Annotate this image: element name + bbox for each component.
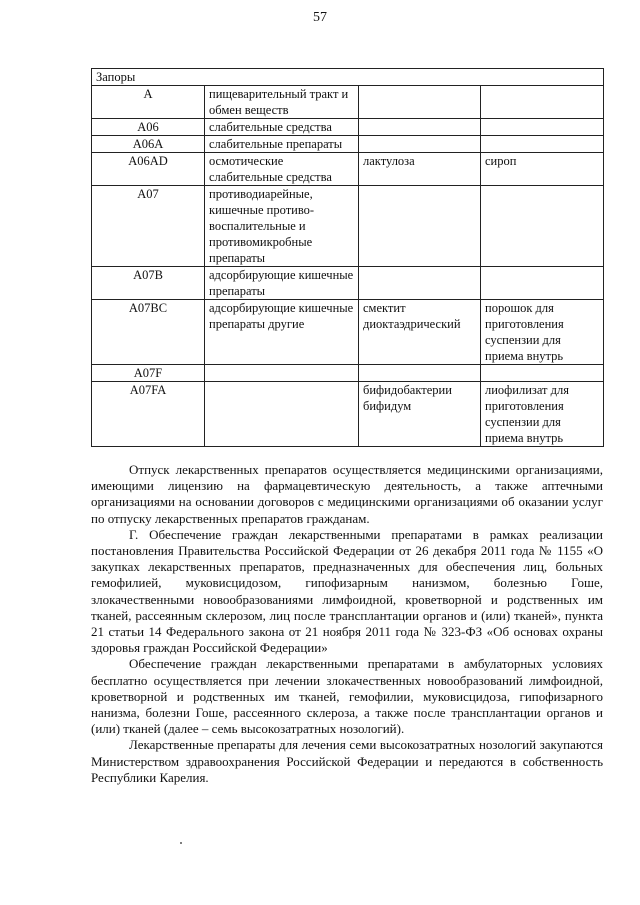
table-row — [92, 119, 604, 136]
table-row — [92, 136, 604, 153]
inn-name — [359, 136, 481, 153]
inn-name — [359, 365, 481, 382]
group-name: слабительные препараты — [205, 136, 359, 153]
dosage-form: лиофилизат для приготовления суспензии для приема внутрь — [481, 382, 604, 447]
inn-name — [359, 119, 481, 136]
table-row — [92, 267, 604, 300]
group-name: пищеварительный тракт и обмен веществ — [205, 86, 359, 119]
table-row — [92, 365, 604, 382]
scan-speck — [180, 842, 182, 844]
table-row — [92, 300, 604, 365]
group-name: осмотические слабительные средства — [205, 153, 359, 186]
inn-name: смектит диоктаэдрический — [359, 300, 481, 365]
atc-code: A06AD — [92, 153, 205, 186]
dosage-form: порошок для приготовления суспензии для приема внутрь — [481, 300, 604, 365]
table-row — [92, 186, 604, 267]
group-name: слабительные средства — [205, 119, 359, 136]
table-row — [92, 86, 604, 119]
inn-name — [359, 267, 481, 300]
group-name: адсорбирующие кишечные препараты — [205, 267, 359, 300]
section-title: Запоры — [92, 69, 604, 86]
dosage-form: сироп — [481, 153, 604, 186]
group-name: противодиарейные, кишечные противо-воспалительные и противомикробные препараты — [205, 186, 359, 267]
group-name: адсорбирующие кишечные препараты другие — [205, 300, 359, 365]
table-row — [92, 382, 604, 447]
drug-table — [91, 68, 604, 447]
atc-code: A07 — [92, 186, 205, 267]
atc-code: A06 — [92, 119, 205, 136]
dosage-form — [481, 365, 604, 382]
table-section-row — [92, 69, 604, 86]
group-name — [205, 365, 359, 382]
dosage-form — [481, 119, 604, 136]
page-number: 57 — [313, 10, 327, 25]
dosage-form — [481, 267, 604, 300]
atc-code: A07B — [92, 267, 205, 300]
atc-code: A — [92, 86, 205, 119]
paragraph-section-g: Г. Обеспечение граждан лекарственными препаратами в рамках реализации постановления Правительства Российской Федерации от 26 декабря 2011 года № 1155 «О закупках лекарственных препаратов, предназначенных для обеспечения лиц, больных гемофилией, муковисцидозом, гипофизарным нанизмом, болезнью Гоше, злокачественными новообразованиями лимфоидной, кроветворной и родственных им тканей, рассеянным склерозом, лиц после трансплантации органов и (или) тканей», пункта 21 статьи 14 Федерального закона от 21 ноября 2011 года № 323-ФЗ «Об основах охраны здоровья граждан Российской Федерации» — [91, 526, 603, 656]
atc-code: A06A — [92, 136, 205, 153]
atc-code: A07BC — [92, 300, 205, 365]
atc-code: A07F — [92, 365, 205, 382]
table-row — [92, 153, 604, 186]
inn-name — [359, 186, 481, 267]
dosage-form — [481, 186, 604, 267]
paragraph-dispensing: Отпуск лекарственных препаратов осуществляется медицинскими организациями, имеющими лицензию на фармацевтическую деятельность, а также аптечными организациями на основании договоров с медицинскими организациями об оказании услуг по отпуску лекарственных препаратов гражданам. — [91, 462, 603, 526]
group-name — [205, 382, 359, 447]
inn-name: лактулоза — [359, 153, 481, 186]
atc-code: A07FA — [92, 382, 205, 447]
paragraph-outpatient: Обеспечение граждан лекарственными препаратами в амбулаторных условиях бесплатно осуществляется при лечении злокачественных новообразований лимфоидной, кроветворной и родственных им тканей, гемофилии, муковисцидоза, гипофизарного нанизма, болезни Гоше, рассеянного склероза, а также после трансплантации органов и (или) тканей (далее – семь высокозатратных нозологий). — [91, 656, 603, 737]
inn-name — [359, 86, 481, 119]
dosage-form — [481, 86, 604, 119]
dosage-form — [481, 136, 604, 153]
inn-name: бифидобактерии бифидум — [359, 382, 481, 447]
body-text — [91, 462, 603, 786]
paragraph-procurement: Лекарственные препараты для лечения семи высокозатратных нозологий закупаются Министерством здравоохранения Российской Федерации и передаются в собственность Республики Карелия. — [91, 737, 603, 785]
